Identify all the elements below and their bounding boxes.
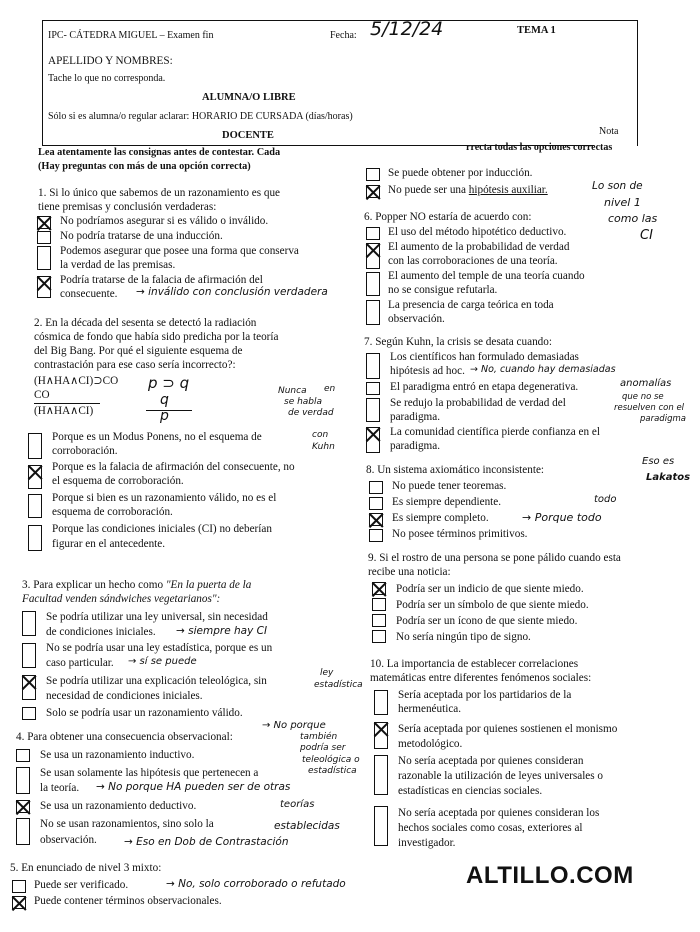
q2-formula-1: (H∧HA∧CI)⊃CO	[34, 375, 119, 387]
q1-checkbox-3[interactable]	[37, 246, 51, 270]
q8-option-4: No posee términos primitivos.	[392, 528, 528, 540]
q7-checkbox-4[interactable]	[366, 427, 380, 453]
alumno-libre: ALUMNA/O LIBRE	[202, 92, 296, 103]
q7-option-2: El paradigma entró en etapa degenerativa.	[390, 381, 579, 393]
q4-option-2b: la teoría.	[40, 782, 80, 794]
q8-option-3: Es siempre completo.	[392, 512, 489, 524]
q4-option-2: Se usan solamente las hipótesis que pertenecen a	[40, 767, 259, 779]
q3-option-3b: necesidad de condiciones iniciales.	[46, 690, 203, 702]
q7-checkbox-3[interactable]	[366, 398, 380, 422]
q7-note-3b: resuelven con el	[614, 403, 685, 413]
q3-stem	[22, 578, 251, 592]
q3-checkbox-1[interactable]	[22, 611, 36, 636]
q8-checkbox-1[interactable]	[369, 481, 383, 494]
q3-note-3b: estadística	[314, 680, 363, 690]
q10-option-3: No sería aceptada por quienes consideran	[398, 755, 584, 767]
q5-option-4a: No puede ser una	[388, 184, 466, 196]
q9-option-2: Podría ser un símbolo de que siente miedo.	[396, 599, 589, 611]
q2-hw-side-5: con	[312, 430, 329, 440]
header-course: IPC- CÁTEDRA MIGUEL – Examen fin	[48, 30, 214, 41]
q9-stem: 9. Si el rostro de una persona se pone pálido cuando esta	[368, 552, 621, 564]
q6-option-4: La presencia de carga teórica en toda	[388, 299, 554, 311]
q9-stem-2: recibe una noticia:	[368, 566, 451, 578]
q5-checkbox-4[interactable]	[366, 185, 380, 198]
q2-checkbox-3[interactable]	[28, 494, 42, 518]
q2-hw-rule	[146, 410, 192, 411]
q4-option-4b: observación.	[40, 834, 97, 846]
q3-note-4a: → No porque	[262, 720, 326, 731]
q6-checkbox-4[interactable]	[366, 300, 380, 325]
q3-note-4e: estadística	[308, 766, 357, 776]
q10-checkbox-1[interactable]	[374, 690, 388, 715]
q4-note-2: → No porque HA pueden ser de otras	[96, 781, 291, 793]
q7-note-3a: que no se	[622, 392, 664, 402]
q4-stem: 4. Para obtener una consecuencia observacional:	[16, 731, 233, 743]
q7-note-1: → No, cuando hay demasiadas	[470, 364, 616, 375]
q7-note-4b: Lakatos	[646, 472, 691, 483]
q2-hw-pq: p ⊃ q	[148, 374, 190, 392]
q10-option-4c: investigador.	[398, 837, 456, 849]
q2-option-1: Porque es un Modus Ponens, no el esquema de	[52, 431, 262, 443]
q3-note-1: → siempre hay CI	[176, 625, 268, 637]
q2-stem-3: del Big Bang. Por qué el siguiente esquema de	[34, 345, 243, 357]
q1-option-2: No podría tratarse de una inducción.	[60, 230, 223, 242]
q5-option-2: Puede contener términos observacionales.	[34, 895, 222, 907]
q2-option-4: Porque las condiciones iniciales (CI) no deberían	[52, 523, 272, 535]
q2-checkbox-4[interactable]	[28, 525, 42, 551]
q3-note-3a: ley	[320, 668, 334, 678]
q2-option-2b: el esquema de corroboración.	[52, 475, 184, 487]
tache-instruction: Tache lo que no corresponda.	[48, 73, 166, 84]
q5-option-3: Se puede obtener por inducción.	[388, 167, 533, 179]
header-right-rule	[637, 20, 638, 146]
q5-note-b: nivel 1	[604, 196, 641, 209]
nota-label: Nota	[599, 126, 619, 137]
q2-option-3: Porque si bien es un razonamiento válido, no es el	[52, 492, 277, 504]
q2-option-4b: figurar en el antecedente.	[52, 538, 166, 550]
q7-note-3c: paradigma	[640, 414, 686, 424]
q10-stem: 10. La importancia de establecer correlaciones	[370, 658, 579, 670]
q2-formula-2: CO	[34, 389, 50, 401]
regular-line: Sólo si es alumna/o regular aclarar: HORARIO DE CURSADA (días/horas)	[48, 111, 353, 122]
q5-checkbox-3[interactable]	[366, 168, 380, 181]
q2-hw-p: p	[160, 408, 169, 424]
q2-hw-q: q	[160, 392, 169, 408]
q6-option-2b: con las corroboraciones de una teoría.	[388, 255, 558, 267]
q10-checkbox-3[interactable]	[374, 755, 388, 795]
fecha-label: Fecha:	[330, 30, 357, 41]
q2-option-3b: esquema de corroboración.	[52, 506, 173, 518]
q2-option-2: Porque es la falacia de afirmación del consecuente, no	[52, 461, 295, 473]
q2-hw-side-6: Kuhn	[312, 442, 335, 452]
q8-checkbox-4[interactable]	[369, 529, 383, 542]
q3-option-2: No se podría usar una ley estadística, porque es un	[46, 642, 273, 654]
instructions-1b: rrecta todas las opciones correctas	[466, 142, 613, 153]
fecha-value: 5/12/24	[370, 18, 444, 40]
q7-option-4: La comunidad científica pierde confianza en el	[390, 426, 600, 438]
q10-option-1b: hermenéutica.	[398, 703, 462, 715]
q6-option-4b: observación.	[388, 313, 445, 325]
q1-option-1: No podríamos asegurar si es válido o inválido.	[60, 215, 269, 227]
q7-option-1: Los científicos han formulado demasiadas	[390, 351, 579, 363]
q5-note-a: Lo son de	[592, 180, 643, 192]
q6-checkbox-1[interactable]	[366, 227, 380, 240]
q8-note-3b: todo	[594, 494, 617, 505]
q1-checkbox-2[interactable]	[37, 231, 51, 244]
q3-stem-a: 3. Para explicar un hecho como	[22, 579, 164, 591]
q3-checkbox-3[interactable]	[22, 675, 36, 700]
q9-checkbox-1[interactable]	[372, 582, 386, 595]
q1-stem: 1. Si lo único que sabemos de un razonamiento es que	[38, 187, 281, 199]
q7-note-4a: Eso es	[642, 456, 675, 467]
q3-checkbox-4[interactable]	[22, 707, 36, 720]
q6-checkbox-3[interactable]	[366, 272, 380, 296]
q2-checkbox-1[interactable]	[28, 433, 42, 459]
q9-option-1: Podría ser un indicio de que siente miedo.	[396, 583, 584, 595]
q3-option-4: Solo se podría usar un razonamiento válido.	[46, 707, 243, 719]
apellido-label: APELLIDO Y NOMBRES:	[48, 55, 173, 67]
q8-checkbox-2[interactable]	[369, 497, 383, 510]
q3-option-1b: de condiciones iniciales.	[46, 626, 156, 638]
q7-option-4b: paradigma.	[390, 440, 441, 452]
q10-option-3b: razonable la utilización de leyes universales o	[398, 770, 604, 782]
q4-checkbox-4[interactable]	[16, 818, 30, 845]
q10-checkbox-2[interactable]	[374, 722, 388, 749]
instructions-1: Lea atentamente las consignas antes de contestar. Cada	[38, 147, 281, 158]
q7-checkbox-1[interactable]	[366, 353, 380, 379]
q4-note-4b: → Eso en Dob de Contrastación	[124, 836, 289, 848]
q5-note-d: CI	[640, 228, 653, 243]
q1-checkbox-1[interactable]	[37, 216, 51, 229]
q9-option-3: Podría ser un ícono de que siente miedo.	[396, 615, 578, 627]
q6-option-3b: no se consigue refutarla.	[388, 284, 498, 296]
q1-handwritten-note: → inválido con conclusión verdadera	[136, 286, 328, 298]
q5-option-1: Puede ser verificado.	[34, 879, 129, 891]
q4-note-4a: establecidas	[274, 820, 340, 832]
q6-option-1: El uso del método hipotético deductivo.	[388, 226, 567, 238]
q8-option-2: Es siempre dependiente.	[392, 496, 502, 508]
q1-option-4b: consecuente.	[60, 288, 118, 300]
q5-note-c: como las	[608, 212, 658, 225]
q2-stem-4: contrastación para ese caso sería incorrecto?:	[34, 359, 236, 371]
q2-formula-3: (H∧HA∧CI)	[34, 405, 94, 417]
q2-hw-side-2: se habla	[284, 397, 323, 407]
q10-option-1: Sería aceptada por los partidarios de la	[398, 689, 572, 701]
q4-note-3: teorías	[280, 799, 315, 810]
q6-option-2: El aumento de la probabilidad de verdad	[388, 241, 570, 253]
q9-option-4: No sería ningún tipo de signo.	[396, 631, 531, 643]
q10-option-4b: hechos sociales como cosas, exteriores al	[398, 822, 583, 834]
q10-stem-2: matemáticas entre diferentes fenómenos sociales:	[370, 672, 592, 684]
q2-checkbox-2[interactable]	[28, 465, 42, 489]
q7-note-2: anomalías	[620, 378, 672, 389]
q2-stem: 2. En la década del sesenta se detectó la radiación	[34, 317, 257, 329]
q10-option-2b: metodológico.	[398, 738, 463, 750]
q2-option-1b: corroboración.	[52, 445, 118, 457]
q1-option-3b: la verdad de las premisas.	[60, 259, 176, 271]
q8-stem: 8. Un sistema axiomático inconsistente:	[366, 464, 545, 476]
q3-note-4b: también	[300, 732, 338, 742]
q10-checkbox-4[interactable]	[374, 806, 388, 846]
q3-stem-b: "En la puerta de la	[165, 579, 252, 591]
q8-checkbox-3[interactable]	[369, 513, 383, 526]
q10-option-2: Sería aceptada por quienes sostienen el monismo	[398, 723, 618, 735]
q4-option-3: Se usa un razonamiento deductivo.	[40, 800, 197, 812]
q9-checkbox-2[interactable]	[372, 598, 386, 611]
q10-option-4: No sería aceptada por quienes consideran los	[398, 807, 600, 819]
header-left-rule	[42, 20, 43, 146]
q3-checkbox-2[interactable]	[22, 643, 36, 668]
q7-stem: 7. Según Kuhn, la crisis se desata cuando:	[364, 336, 552, 348]
q4-checkbox-1[interactable]	[16, 749, 30, 762]
header-top-rule	[42, 20, 638, 21]
q5-checkbox-1[interactable]	[12, 880, 26, 893]
q7-option-3b: paradigma.	[390, 411, 441, 423]
q8-note-3: → Porque todo	[522, 511, 602, 524]
q9-checkbox-4[interactable]	[372, 630, 386, 643]
q4-checkbox-3[interactable]	[16, 800, 30, 813]
q3-option-3: Se podría utilizar una explicación teleológica, sin	[46, 675, 267, 687]
q2-stem-2: cósmica de fondo que había sido predicha por la teoría	[34, 331, 279, 343]
q2-hw-side-3: de verdad	[288, 408, 334, 418]
q5-option-4	[388, 183, 548, 197]
q7-checkbox-2[interactable]	[366, 382, 380, 395]
q6-stem: 6. Popper NO estaría de acuerdo con:	[364, 211, 532, 223]
instructions-2: (Hay preguntas con más de una opción correcta)	[38, 161, 251, 172]
q1-option-4: Podría tratarse de la falacia de afirmación del	[60, 274, 263, 286]
q8-option-1: No puede tener teoremas.	[392, 480, 507, 492]
q5-option-4b: hipótesis auxiliar.	[468, 184, 548, 196]
q3-option-1: Se podría utilizar una ley universal, sin necesidad	[46, 611, 268, 623]
q4-checkbox-2[interactable]	[16, 767, 30, 794]
q3-note-4d: teleológica o	[302, 755, 360, 765]
q6-option-3: El aumento del temple de una teoría cuando	[388, 270, 585, 282]
q1-checkbox-4[interactable]	[37, 276, 51, 298]
q1-option-3: Podemos asegurar que posee una forma que conserva	[60, 245, 299, 257]
q3-stem-2: Facultad venden sándwiches vegetarianos":	[22, 593, 221, 605]
docente-label: DOCENTE	[222, 130, 274, 141]
q2-hw-side-4: en	[324, 384, 336, 394]
q7-option-3: Se redujo la probabilidad de verdad del	[390, 397, 566, 409]
q2-hw-side-1: Nunca	[278, 386, 307, 396]
q3-option-2b: caso particular.	[46, 657, 114, 669]
q4-option-1: Se usa un razonamiento inductivo.	[40, 749, 195, 761]
q3-note-2: → sí se puede	[128, 656, 197, 667]
watermark-altillo: ALTILLO.COM	[466, 862, 634, 889]
q5-stem: 5. En enunciado de nivel 3 mixto:	[10, 862, 162, 874]
q5-checkbox-2[interactable]	[12, 896, 26, 909]
q3-note-4c: podría ser	[300, 743, 346, 753]
q10-option-3c: estadísticas en ciencias sociales.	[398, 785, 543, 797]
q4-option-4: No se usan razonamientos, sino solo la	[40, 818, 214, 830]
q1-stem-2: tiene premisas y conclusión verdaderas:	[38, 201, 217, 213]
q6-checkbox-2[interactable]	[366, 243, 380, 269]
tema-label: TEMA 1	[517, 25, 556, 36]
q5-note-1: → No, solo corroborado o refutado	[166, 878, 346, 890]
q9-checkbox-3[interactable]	[372, 614, 386, 627]
q7-option-1b: hipótesis ad hoc.	[390, 365, 465, 377]
